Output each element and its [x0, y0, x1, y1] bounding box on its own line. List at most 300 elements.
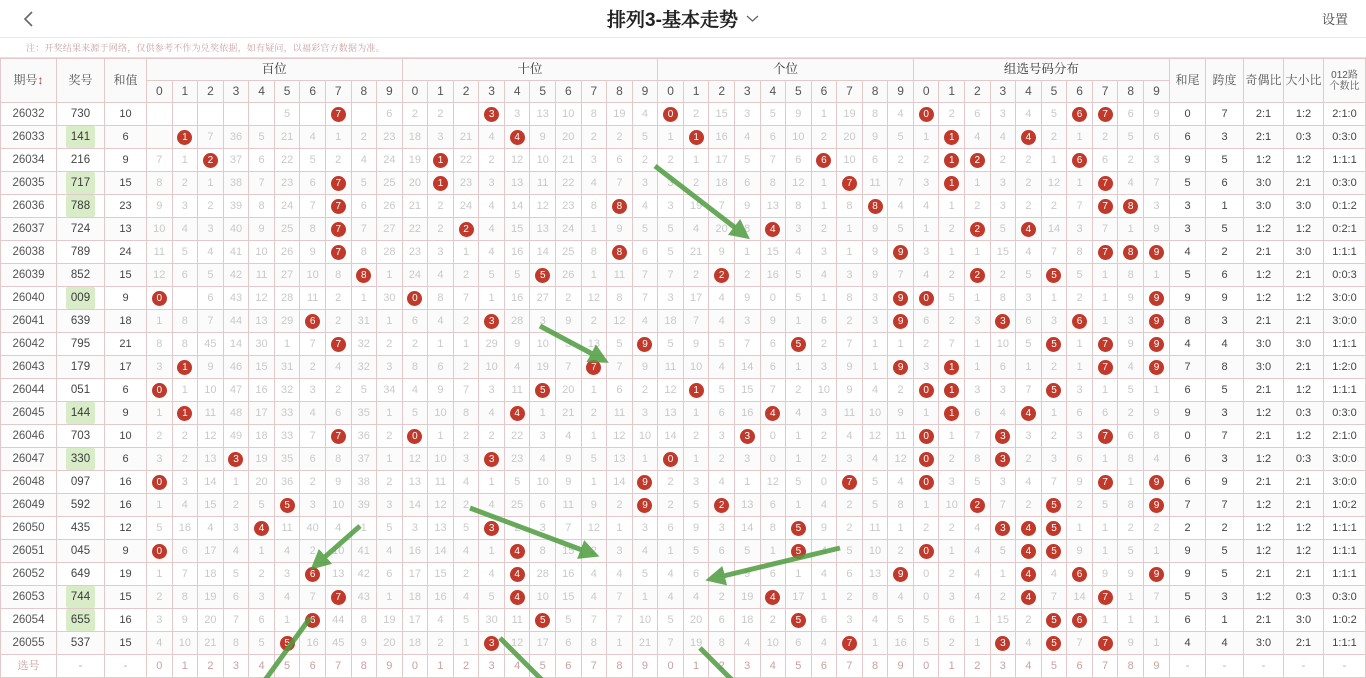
- trend-cell: 3: [734, 310, 760, 333]
- trend-cell: [300, 103, 326, 126]
- trend-cell: 4: [632, 195, 658, 218]
- cell-sum: 13: [105, 218, 147, 241]
- hit-ball: 0: [919, 475, 934, 490]
- trend-cell: 13: [581, 333, 607, 356]
- trend-cell: 7: [351, 218, 377, 241]
- trend-cell: 9: [811, 517, 837, 540]
- trend-cell: 3: [1118, 310, 1144, 333]
- hit-ball: 1: [944, 360, 959, 375]
- trend-cell: 4: [581, 586, 607, 609]
- digit-header-0: 0: [402, 81, 428, 103]
- trend-cell: 3: [811, 356, 837, 379]
- cell-award: [57, 333, 105, 356]
- trend-cell: 9: [786, 103, 812, 126]
- cell-big-small: 2:1: [1284, 563, 1324, 586]
- digit-header-9: 9: [888, 81, 914, 103]
- cell-span: 4: [1206, 333, 1244, 356]
- trend-cell: [1016, 402, 1042, 425]
- hit-ball: 0: [919, 452, 934, 467]
- award-value: 097: [70, 476, 91, 488]
- trend-cell: 12: [786, 172, 812, 195]
- hit-ball: 2: [970, 153, 985, 168]
- cell-award: [57, 425, 105, 448]
- trend-cell: 7: [990, 494, 1016, 517]
- trend-cell: 2: [786, 379, 812, 402]
- trend-cell: 12: [888, 448, 914, 471]
- digit-header-8: 8: [862, 81, 888, 103]
- digit-header-0: 0: [147, 81, 173, 103]
- digit-header-8: 8: [351, 81, 377, 103]
- trend-cell: 9: [837, 379, 863, 402]
- hit-ball: 0: [919, 107, 934, 122]
- trend-cell: 6: [377, 103, 403, 126]
- trend-table-wrap[interactable]: [0, 58, 1366, 672]
- trend-cell: 1: [377, 402, 403, 425]
- trend-cell: 28: [377, 241, 403, 264]
- trend-cell: 1: [428, 425, 454, 448]
- trend-cell: 4: [453, 471, 479, 494]
- table-row[interactable]: [1, 310, 1366, 333]
- trend-cell: 4: [811, 563, 837, 586]
- trend-cell: 0: [760, 448, 786, 471]
- cell-sum-tail: 3: [1170, 195, 1206, 218]
- trend-cell: 2: [1016, 172, 1042, 195]
- digit-header-3: 3: [990, 81, 1016, 103]
- hit-ball: 1: [944, 176, 959, 191]
- trend-cell: 25: [556, 241, 582, 264]
- table-row[interactable]: [1, 103, 1366, 126]
- trend-cell: 15: [198, 494, 224, 517]
- trend-cell: 4: [888, 195, 914, 218]
- trend-cell: [530, 379, 556, 402]
- hit-ball: 6: [1072, 567, 1087, 582]
- digit-header-9: 9: [377, 81, 403, 103]
- trend-cell: 4: [1016, 471, 1042, 494]
- trend-cell: 1: [1067, 356, 1093, 379]
- trend-cell: 8: [581, 241, 607, 264]
- trend-cell: 5: [734, 540, 760, 563]
- cell-sum-tail: 4: [1170, 632, 1206, 655]
- trend-cell: 17: [402, 609, 428, 632]
- trend-cell: 9: [1067, 540, 1093, 563]
- trend-cell: 24: [274, 195, 300, 218]
- table-row[interactable]: [1, 333, 1366, 356]
- trend-cell: 36: [223, 126, 249, 149]
- trend-cell: 5: [632, 563, 658, 586]
- trend-cell: 13: [530, 103, 556, 126]
- trend-cell: 2: [1016, 448, 1042, 471]
- trend-cell: 1: [965, 241, 991, 264]
- trend-cell: 3: [428, 126, 454, 149]
- cell-sum-tail: 4: [1170, 333, 1206, 356]
- trend-cell: 1: [249, 540, 275, 563]
- trend-cell: [479, 103, 505, 126]
- trend-cell: 6: [1016, 310, 1042, 333]
- trend-cell: 2: [479, 425, 505, 448]
- table-row[interactable]: [1, 241, 1366, 264]
- page-title-wrap: [0, 5, 1366, 32]
- cell-award: [57, 494, 105, 517]
- trend-cell: 2: [709, 655, 735, 678]
- table-row[interactable]: [1, 172, 1366, 195]
- trend-cell: 43: [351, 586, 377, 609]
- trend-cell: 6: [1092, 402, 1118, 425]
- trend-cell: [581, 356, 607, 379]
- trend-cell: 8: [607, 655, 633, 678]
- trend-cell: 5: [249, 126, 275, 149]
- chevron-down-glyph: [746, 14, 759, 23]
- trend-cell: [888, 287, 914, 310]
- trend-cell: 2: [990, 264, 1016, 287]
- trend-cell: 16: [504, 241, 530, 264]
- trend-cell: 6: [249, 609, 275, 632]
- trend-cell: 1: [274, 609, 300, 632]
- hit-ball: 9: [1149, 475, 1164, 490]
- hit-ball: 7: [842, 636, 857, 651]
- trend-cell: 2: [1016, 494, 1042, 517]
- trend-cell: 7: [607, 609, 633, 632]
- digit-header-9: 9: [632, 81, 658, 103]
- award-value: 592: [70, 499, 91, 511]
- trend-cell: [428, 172, 454, 195]
- trend-cell: 3: [530, 517, 556, 540]
- table-row[interactable]: [1, 149, 1366, 172]
- cell-012: 1:1:1: [1324, 632, 1366, 655]
- award-value: 141: [66, 126, 95, 148]
- trend-cell: 3: [172, 471, 198, 494]
- cell-sum: 9: [105, 402, 147, 425]
- trend-cell: 16: [249, 379, 275, 402]
- trend-cell: [504, 586, 530, 609]
- cell-big-small: 3:0: [1284, 195, 1324, 218]
- trend-cell: 1: [1041, 402, 1067, 425]
- trend-cell: 9: [556, 310, 582, 333]
- chevron-down-icon[interactable]: [746, 12, 759, 26]
- trend-cell: [990, 517, 1016, 540]
- trend-cell: 16: [172, 517, 198, 540]
- trend-cell: 6: [811, 609, 837, 632]
- trend-cell: 2: [1118, 517, 1144, 540]
- trend-cell: 14: [734, 356, 760, 379]
- col-hundreds-header: 百位: [147, 59, 403, 81]
- trend-cell: [658, 448, 684, 471]
- trend-cell: 1: [147, 494, 173, 517]
- award-value: 435: [70, 522, 91, 534]
- hit-ball: 1: [944, 130, 959, 145]
- trend-cell: 1: [683, 448, 709, 471]
- hit-ball: 9: [1149, 567, 1164, 582]
- trend-cell: 8: [249, 195, 275, 218]
- trend-cell: 4: [888, 471, 914, 494]
- trend-cell: 1: [913, 402, 939, 425]
- table-row[interactable]: [1, 287, 1366, 310]
- cell-award: [57, 632, 105, 655]
- trend-cell: 1: [377, 448, 403, 471]
- hit-ball: 6: [1072, 613, 1087, 628]
- cell-issue: 26050: [1, 517, 57, 540]
- cell-award: [57, 563, 105, 586]
- trend-cell: 4: [888, 586, 914, 609]
- trend-cell: 2: [837, 517, 863, 540]
- trend-cell: 11: [249, 264, 275, 287]
- table-row[interactable]: [1, 471, 1366, 494]
- trend-cell: 20: [709, 218, 735, 241]
- cell-issue: 26049: [1, 494, 57, 517]
- trend-cell: 4: [453, 586, 479, 609]
- trend-cell: 26: [556, 264, 582, 287]
- trend-cell: 10: [811, 379, 837, 402]
- hit-ball: 7: [331, 222, 346, 237]
- cell-span: 3: [1206, 402, 1244, 425]
- trend-cell: 8: [300, 218, 326, 241]
- trend-cell: 4: [1118, 172, 1144, 195]
- trend-cell: [172, 402, 198, 425]
- trend-cell: 4: [965, 126, 991, 149]
- table-row[interactable]: [1, 517, 1366, 540]
- trend-cell: 10: [325, 540, 351, 563]
- table-row[interactable]: [1, 264, 1366, 287]
- trend-cell: 6: [760, 356, 786, 379]
- trend-cell: 2: [734, 264, 760, 287]
- cell-sum-tail: 0: [1170, 425, 1206, 448]
- trend-cell: 1: [939, 655, 965, 678]
- hit-ball: 1: [177, 406, 192, 421]
- col-issue-header[interactable]: 期号↕: [1, 59, 57, 103]
- trend-cell: 6: [325, 402, 351, 425]
- trend-cell: 4: [990, 402, 1016, 425]
- trend-cell: 20: [837, 126, 863, 149]
- trend-cell: 4: [709, 287, 735, 310]
- trend-cell: [990, 632, 1016, 655]
- trend-cell: 1: [581, 471, 607, 494]
- trend-cell: 2: [965, 655, 991, 678]
- trend-cell: 34: [377, 379, 403, 402]
- trend-cell: [990, 448, 1016, 471]
- trend-cell: 2: [683, 264, 709, 287]
- trend-cell: 0: [658, 655, 684, 678]
- cell-span: -: [1206, 655, 1244, 678]
- trend-cell: 20: [198, 609, 224, 632]
- table-row[interactable]: [1, 540, 1366, 563]
- trend-cell: 2: [811, 333, 837, 356]
- trend-cell: 4: [479, 195, 505, 218]
- trend-cell: 1: [377, 264, 403, 287]
- cell-sum: 16: [105, 471, 147, 494]
- trend-cell: 11: [607, 402, 633, 425]
- hit-ball: 9: [893, 567, 908, 582]
- cell-012: 2:1:0: [1324, 103, 1366, 126]
- trend-cell: 2: [325, 149, 351, 172]
- trend-cell: 2: [607, 494, 633, 517]
- hit-ball: 4: [1021, 521, 1036, 536]
- cell-odd-even: 2:1: [1244, 103, 1284, 126]
- trend-cell: 12: [530, 195, 556, 218]
- trend-cell: [939, 356, 965, 379]
- trend-cell: [325, 172, 351, 195]
- trend-cell: [1092, 632, 1118, 655]
- trend-cell: 2: [939, 218, 965, 241]
- trend-cell: 13: [530, 218, 556, 241]
- trend-cell: [325, 241, 351, 264]
- back-icon[interactable]: [18, 8, 40, 30]
- trend-cell: 0: [402, 655, 428, 678]
- trend-cell: [249, 103, 275, 126]
- cell-span: 1: [1206, 609, 1244, 632]
- hit-ball: 9: [637, 337, 652, 352]
- table-row[interactable]: [1, 448, 1366, 471]
- trend-cell: 6: [862, 149, 888, 172]
- award-value: 730: [70, 108, 91, 120]
- table-row[interactable]: [1, 609, 1366, 632]
- trend-cell: 9: [734, 287, 760, 310]
- trend-cell: [147, 540, 173, 563]
- trend-cell: 35: [351, 402, 377, 425]
- trend-cell: 8: [965, 448, 991, 471]
- hit-ball: 7: [1098, 360, 1113, 375]
- trend-cell: [786, 609, 812, 632]
- trend-cell: 24: [402, 264, 428, 287]
- table-row[interactable]: [1, 425, 1366, 448]
- trend-cell: 6: [760, 333, 786, 356]
- trend-cell: 1: [607, 517, 633, 540]
- cell-issue: 26048: [1, 471, 57, 494]
- trend-cell: 6: [402, 310, 428, 333]
- trend-cell: 9: [556, 448, 582, 471]
- trend-cell: 5: [862, 471, 888, 494]
- trend-cell: 8: [581, 195, 607, 218]
- trend-cell: 3: [990, 103, 1016, 126]
- trend-cell: 29: [274, 310, 300, 333]
- trend-cell: 4: [632, 103, 658, 126]
- table-row[interactable]: [1, 126, 1366, 149]
- table-row[interactable]: [1, 195, 1366, 218]
- trend-cell: 2: [172, 448, 198, 471]
- trend-cell: [1092, 172, 1118, 195]
- trend-cell: 14: [402, 494, 428, 517]
- trend-cell: 12: [504, 632, 530, 655]
- cell-span: 5: [1206, 540, 1244, 563]
- trend-cell: 14: [428, 540, 454, 563]
- trend-cell: 2: [1041, 195, 1067, 218]
- cell-award: [57, 448, 105, 471]
- trend-cell: 6: [1067, 448, 1093, 471]
- trend-cell: 1: [351, 287, 377, 310]
- trend-cell: 9: [1118, 563, 1144, 586]
- trend-cell: 10: [172, 632, 198, 655]
- trend-cell: 2: [811, 448, 837, 471]
- trend-cell: 3: [734, 655, 760, 678]
- trend-cell: 20: [377, 632, 403, 655]
- table-row[interactable]: [1, 356, 1366, 379]
- col-award-header: 奖号: [57, 59, 105, 103]
- cell-012: 2:1:0: [1324, 425, 1366, 448]
- trend-cell: 22: [402, 218, 428, 241]
- table-row[interactable]: [1, 586, 1366, 609]
- hit-ball: 4: [765, 222, 780, 237]
- trend-cell: [1041, 632, 1067, 655]
- trend-cell: 10: [939, 494, 965, 517]
- hit-ball: 0: [919, 291, 934, 306]
- table-row[interactable]: [1, 379, 1366, 402]
- trend-cell: 4: [811, 540, 837, 563]
- cell-issue: 26035: [1, 172, 57, 195]
- cell-sum: 23: [105, 195, 147, 218]
- trend-cell: [428, 149, 454, 172]
- trend-cell: 15: [734, 379, 760, 402]
- trend-cell: 3: [632, 517, 658, 540]
- trend-cell: 23: [556, 195, 582, 218]
- settings-button[interactable]: 设置: [1321, 12, 1348, 27]
- hit-ball: 7: [1098, 636, 1113, 651]
- table-row[interactable]: [1, 655, 1366, 678]
- trend-cell: 12: [607, 310, 633, 333]
- trend-cell: 4: [632, 540, 658, 563]
- hit-ball: 6: [305, 613, 320, 628]
- table-head: [1, 59, 1366, 103]
- trend-cell: 1: [939, 540, 965, 563]
- trend-cell: 14: [504, 195, 530, 218]
- trend-cell: 4: [607, 563, 633, 586]
- trend-cell: 7: [1041, 471, 1067, 494]
- trend-cell: 3: [223, 655, 249, 678]
- trend-cell: [837, 172, 863, 195]
- trend-cell: 2: [1067, 287, 1093, 310]
- header-row-digits: [1, 81, 1366, 103]
- trend-cell: [1041, 264, 1067, 287]
- table-row[interactable]: [1, 402, 1366, 425]
- trend-cell: 7: [939, 333, 965, 356]
- trend-cell: 7: [658, 632, 684, 655]
- hit-ball: 0: [919, 383, 934, 398]
- cell-012: -: [1324, 655, 1366, 678]
- trend-cell: 3: [632, 172, 658, 195]
- trend-cell: 23: [274, 172, 300, 195]
- trend-cell: 8: [223, 632, 249, 655]
- trend-cell: [786, 540, 812, 563]
- trend-cell: 7: [632, 264, 658, 287]
- hit-ball: 3: [995, 429, 1010, 444]
- trend-cell: 3: [1041, 310, 1067, 333]
- table-row[interactable]: [1, 494, 1366, 517]
- trend-cell: 17: [709, 149, 735, 172]
- trend-cell: 42: [351, 563, 377, 586]
- trend-cell: 4: [965, 540, 991, 563]
- trend-cell: 4: [913, 264, 939, 287]
- trend-cell: 19: [402, 149, 428, 172]
- digit-header-6: 6: [1067, 81, 1093, 103]
- trend-cell: 1: [965, 333, 991, 356]
- trend-cell: [990, 310, 1016, 333]
- table-row[interactable]: [1, 632, 1366, 655]
- trend-cell: [1092, 103, 1118, 126]
- trend-cell: 5: [556, 609, 582, 632]
- trend-cell: 8: [402, 356, 428, 379]
- trend-cell: 8: [862, 586, 888, 609]
- trend-cell: 5: [632, 218, 658, 241]
- table-row[interactable]: [1, 218, 1366, 241]
- table-row[interactable]: [1, 563, 1366, 586]
- trend-cell: 5: [1067, 264, 1093, 287]
- cell-big-small: 1:2: [1284, 517, 1324, 540]
- cell-odd-even: 3:0: [1244, 195, 1284, 218]
- trend-cell: 6: [1118, 425, 1144, 448]
- hit-ball: 5: [1046, 337, 1061, 352]
- trend-cell: 5: [300, 149, 326, 172]
- hit-ball: 7: [586, 360, 601, 375]
- trend-cell: 9: [1118, 632, 1144, 655]
- cell-big-small: 1:2: [1284, 103, 1324, 126]
- cell-span: 6: [1206, 172, 1244, 195]
